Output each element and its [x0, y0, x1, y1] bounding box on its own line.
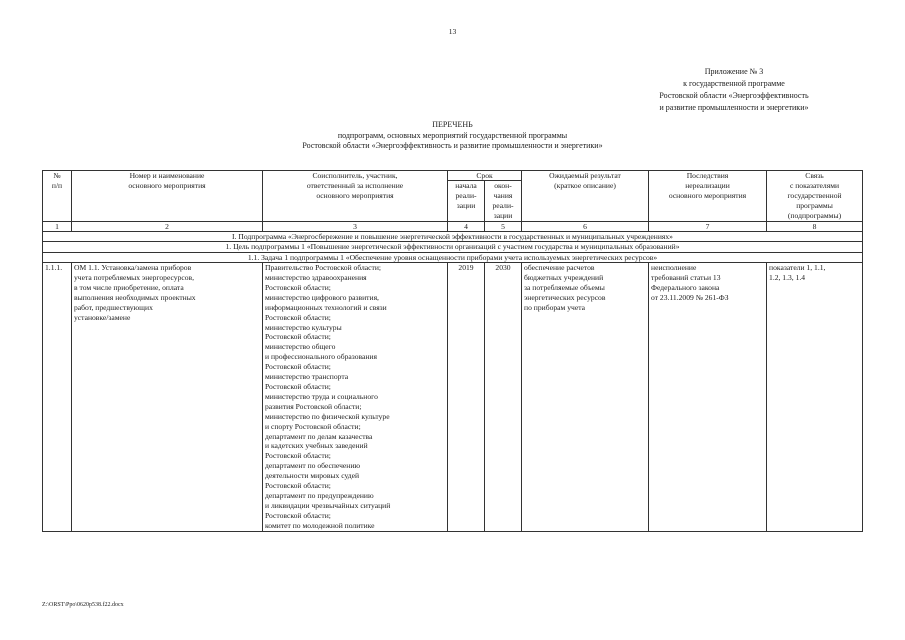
column-numbers-row — [43, 221, 863, 231]
text-line: департамент по предупреждению — [265, 490, 374, 500]
text-line: Ростовской области «Энергоэффективность и развитие промышленности и энергетики» — [302, 141, 603, 150]
text-line: неисполнение — [651, 263, 697, 273]
row-end: 2030 — [485, 263, 522, 531]
text-line: деятельности мировых судей — [265, 471, 360, 481]
header-start: начала реали- зации — [448, 181, 485, 222]
header-consequences: Последствия нереализации основного мероприятия — [649, 171, 767, 222]
text-line: от 23.11.2009 № 261-ФЗ — [651, 292, 729, 302]
text-line: комитет по молодежной политике — [265, 520, 375, 530]
header-term: Срок — [448, 171, 522, 181]
column-number: 3 — [263, 221, 448, 231]
text-line: и спорту Ростовской области; — [265, 421, 361, 431]
text-line: подпрограмм, основных мероприятий государственной программы — [337, 130, 568, 140]
text-line: Ростовской области; — [265, 451, 331, 461]
text-line: в том числе приобретение, оплата — [74, 282, 184, 292]
text-line: и профессионального образования — [265, 352, 377, 362]
text-line: энергетических ресурсов — [524, 292, 606, 302]
text-line: департамент по обеспечению — [265, 461, 361, 471]
text-line: и развитие промышленности и энергетики» — [659, 103, 809, 112]
text-line: министерство культуры — [265, 322, 342, 332]
row-num: 1.1.1. — [43, 263, 72, 531]
column-number: 1 — [43, 221, 72, 231]
text-line: Ростовской области; — [265, 312, 331, 322]
text-line: учета потребляемых энергоресурсов, — [74, 273, 195, 283]
text-line: к государственной программе — [683, 79, 785, 88]
row-executor — [263, 263, 448, 531]
row-consequences — [649, 263, 767, 531]
text-line: министерство труда и социального — [265, 391, 378, 401]
text-line: работ, предшествующих — [74, 302, 153, 312]
document-subtitle — [0, 131, 905, 152]
text-line: требований статьи 13 — [651, 273, 721, 283]
text-line: ОМ 1.1. Установка/замена приборов — [74, 263, 192, 273]
column-number: 4 — [448, 221, 485, 231]
text-line: установке/замене — [74, 312, 131, 322]
text-line: выполнения необходимых проектных — [74, 292, 196, 302]
text-line: Ростовской области; — [265, 382, 331, 391]
text-line: информационных технологий и связи — [265, 302, 387, 312]
row-result — [522, 263, 649, 531]
column-number: 8 — [767, 221, 863, 231]
text-line: бюджетных учреждений — [524, 273, 604, 283]
text-line: обеспечение расчетов — [524, 263, 595, 273]
text-line: Ростовской области; — [265, 282, 331, 292]
text-line: департамент по делам казачества — [265, 431, 373, 441]
table-row — [43, 263, 863, 531]
text-line: развития Ростовской области; — [265, 401, 362, 411]
text-line: Ростовской области «Энергоэффективность — [659, 91, 809, 100]
text-line: Приложение № 3 — [704, 67, 764, 76]
text-line: министерство транспорта — [265, 372, 349, 382]
header-executor: Соисполнитель, участник, ответственный за исполнение основного мероприятия — [263, 171, 448, 222]
subprogram-row: I. Подпрограмма «Энергосбережение и повышение энергетической эффективности в государственных и муниципальных учреждениях» — [43, 231, 863, 242]
column-number: 7 — [649, 221, 767, 231]
text-line: 1.2, 1.3, 1.4 — [769, 273, 806, 283]
text-line: Правительство Ростовской области; — [265, 263, 382, 273]
header-num: № п/п — [43, 171, 72, 222]
appendix-block — [600, 66, 868, 114]
header-result: Ожидаемый результат (краткое описание) — [522, 171, 649, 222]
footer-file-path: Z:\ORST\Ppo\0620p538.f22.docx — [42, 602, 124, 608]
text-line: Ростовской области; — [265, 362, 331, 372]
text-line: Ростовской области; — [265, 510, 331, 520]
text-line: Федерального закона — [651, 282, 720, 292]
text-line: Ростовской области; — [265, 481, 331, 491]
text-line: министерство общего — [265, 342, 336, 352]
document-heading: ПЕРЕЧЕНЬ — [432, 120, 473, 129]
column-number: 6 — [522, 221, 649, 231]
row-start: 2019 — [448, 263, 485, 531]
header-end: окон- чания реали- зации — [485, 181, 522, 222]
text-line: по приборам учета — [524, 302, 585, 312]
row-name — [72, 263, 263, 531]
title-block — [0, 120, 905, 152]
text-line: за потребляемые объемы — [524, 282, 605, 292]
text-line: и ликвидации чрезвычайных ситуаций — [265, 500, 391, 510]
header-link: Связь с показателями государственной программы (подпрограммы) — [767, 171, 863, 222]
text-line: показатели 1, 1.1, — [769, 263, 826, 273]
task-row: 1.1. Задача 1 подпрограммы 1 «Обеспечение уровня оснащенности приборами учета используемых энергетических ресурсов» — [43, 252, 863, 263]
text-line: министерство цифрового развития, — [265, 292, 379, 302]
goal-row: 1. Цель подпрограммы 1 «Повышение энергетической эффективности организаций с участием государства и муниципальных образований» — [43, 242, 863, 253]
column-number: 5 — [485, 221, 522, 231]
text-line: Ростовской области; — [265, 332, 331, 342]
header-name: Номер и наименование основного мероприятия — [72, 171, 263, 222]
text-line: и кадетских учебных заведений — [265, 441, 368, 451]
page-number: 13 — [448, 27, 457, 36]
row-link — [767, 263, 863, 531]
column-number: 2 — [72, 221, 263, 231]
text-line: министерство здравоохранения — [265, 273, 367, 283]
measures-table — [42, 170, 863, 532]
text-line: министерство по физической культуре — [265, 411, 390, 421]
